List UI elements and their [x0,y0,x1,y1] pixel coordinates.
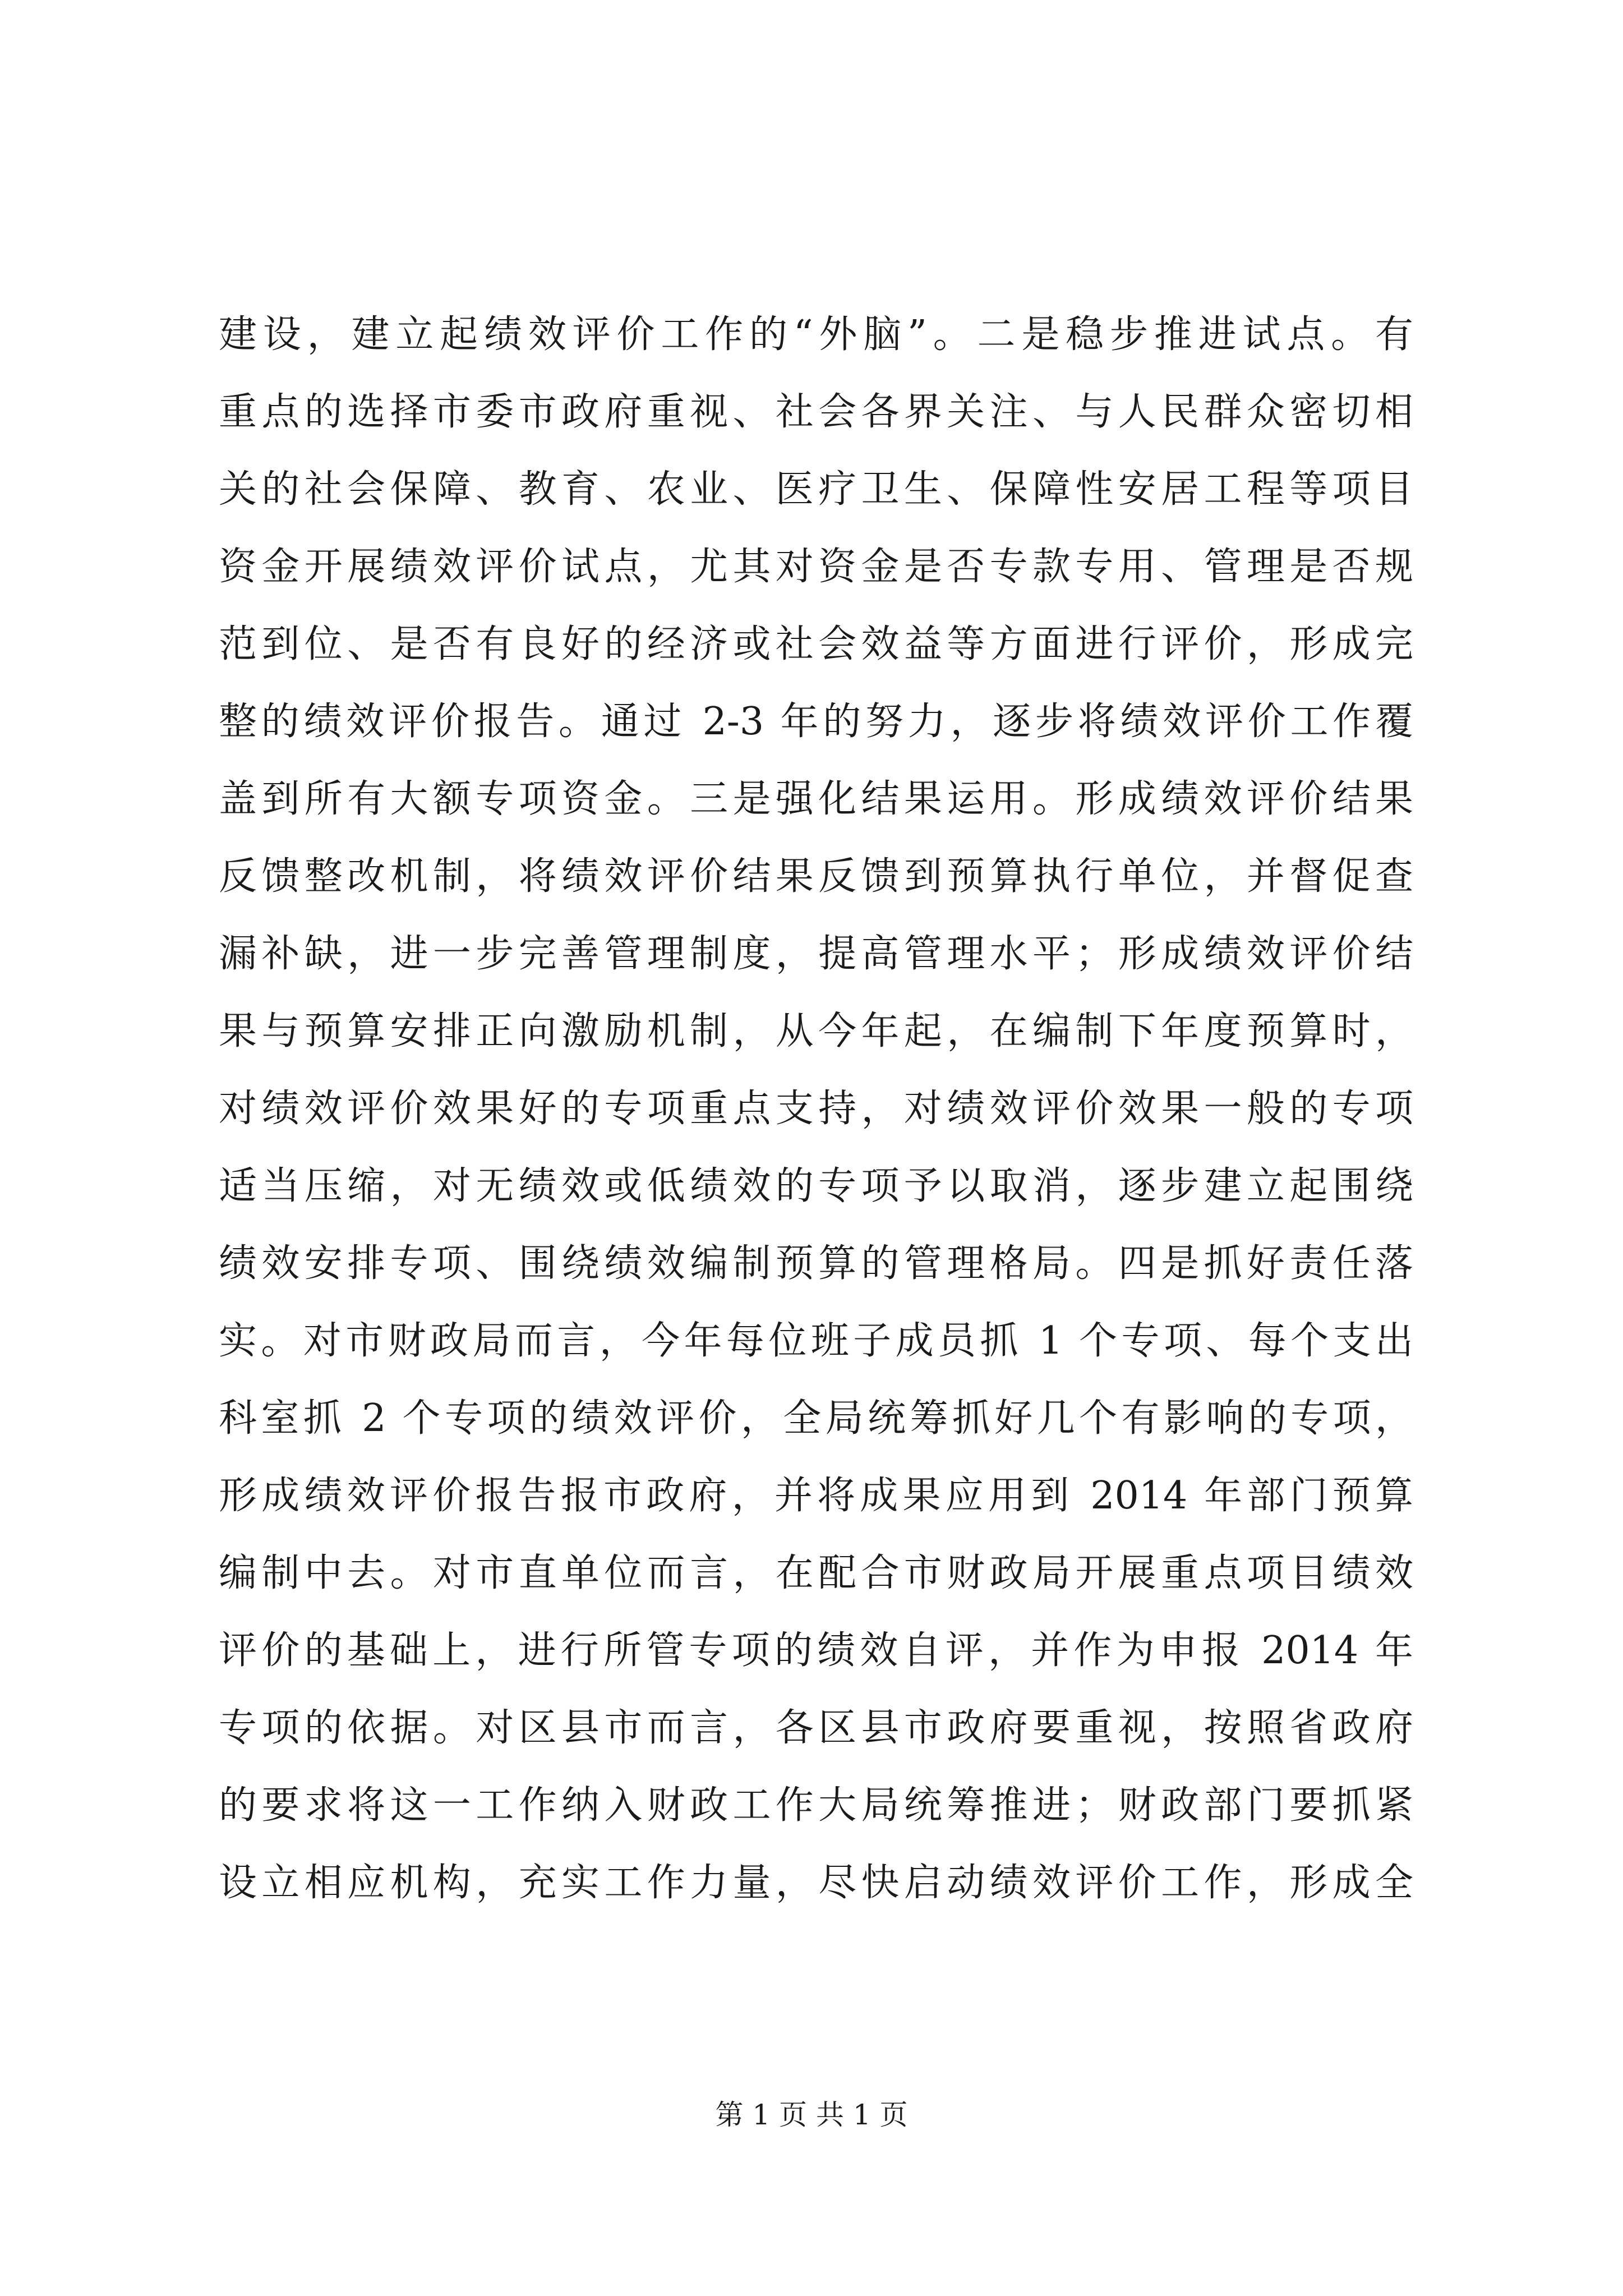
page-footer: 第 1 页 共 1 页 [715,2099,908,2131]
text-line: 科室抓 2 个专项的绩效评价，全局统筹抓好几个有影响的专项， [219,1396,1413,1441]
text-line: 盖到所有大额专项资金。三是强化结果运用。形成绩效评价结果 [219,777,1413,821]
text-line: 形成绩效评价报告报市政府，并将成果应用到 2014 年部门预算 [219,1474,1413,1518]
text-line: 对绩效评价效果好的专项重点支持，对绩效评价效果一般的专项 [219,1087,1413,1131]
text-line: 范到位、是否有良好的经济或社会效益等方面进行评价，形成完 [219,622,1413,666]
text-line: 编制中去。对市直单位而言，在配合市财政局开展重点项目绩效 [219,1551,1413,1595]
text-line: 建设，建立起绩效评价工作的“外脑”。二是稳步推进试点。有 [219,312,1413,357]
text-line: 反馈整改机制，将绩效评价结果反馈到预算执行单位，并督促查 [219,854,1413,899]
text-line: 专项的依据。对区县市而言，各区县市政府要重视，按照省政府 [219,1706,1413,1750]
text-line: 漏补缺，进一步完善管理制度，提高管理水平；形成绩效评价结 [219,932,1413,976]
text-line: 绩效安排专项、围绕绩效编制预算的管理格局。四是抓好责任落 [219,1241,1413,1286]
text-line: 资金开展绩效评价试点，尤其对资金是否专款专用、管理是否规 [219,545,1413,589]
text-line: 果与预算安排正向激励机制，从今年起，在编制下年度预算时， [219,1009,1413,1053]
text-line: 实。对市财政局而言，今年每位班子成员抓 1 个专项、每个支出 [219,1319,1413,1363]
text-line: 整的绩效评价报告。通过 2-3 年的努力，逐步将绩效评价工作覆 [219,700,1413,744]
text-line: 适当压缩，对无绩效或低绩效的专项予以取消，逐步建立起围绕 [219,1164,1413,1208]
text-line: 评价的基础上，进行所管专项的绩效自评，并作为申报 2014 年 [219,1628,1413,1673]
text-line: 关的社会保障、教育、农业、医疗卫生、保障性安居工程等项目 [219,467,1413,512]
text-line: 的要求将这一工作纳入财政工作大局统筹推进；财政部门要抓紧 [219,1783,1413,1828]
text-line: 设立相应机构，充实工作力量，尽快启动绩效评价工作，形成全 [219,1861,1413,1905]
text-line: 重点的选择市委市政府重视、社会各界关注、与人民群众密切相 [219,390,1413,434]
body-text [219,296,1413,1922]
